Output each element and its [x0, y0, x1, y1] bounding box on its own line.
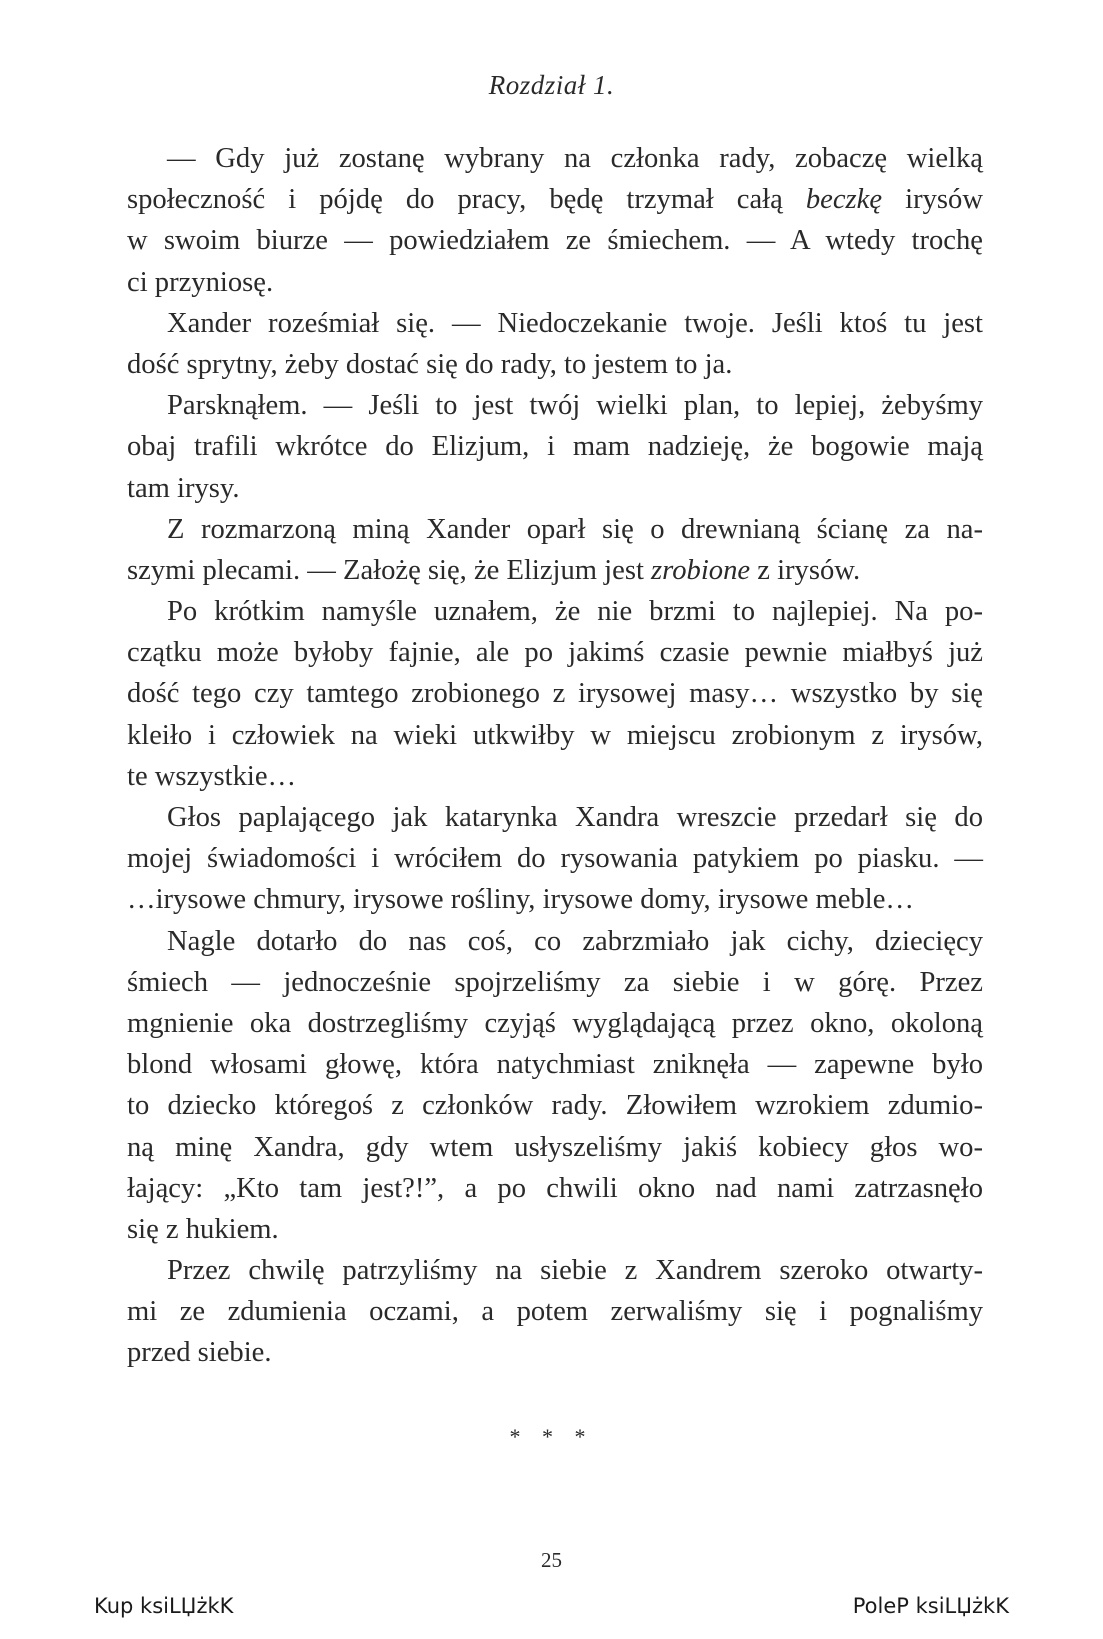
- text-line: blond włosami głowę, która natychmiast zniknęła — zapewne było: [127, 1049, 983, 1081]
- text-segment: społeczność i pójdę do pracy, będę trzymał całą: [127, 184, 806, 216]
- running-head: Rozdział 1.: [488, 70, 615, 100]
- text-line: obaj trafili wkrótce do Elizjum, i mam nadzieję, że bogowie mają: [127, 431, 983, 463]
- buy-book-link[interactable]: Kup ksiLЏżkK: [94, 1594, 234, 1618]
- text-line: dość tego czy tamtego zrobionego z irysowej masy… wszystko by się: [127, 678, 983, 710]
- text-line: Z rozmarzoną miną Xander oparł się o drewnianą ścianę za na-: [167, 513, 983, 545]
- italic-word: zrobione: [651, 554, 751, 586]
- text-line: to dziecko któregoś z członków rady. Złowiłem wzrokiem zdumio-: [127, 1090, 983, 1122]
- text-line: Xander roześmiał się. — Niedoczekanie twoje. Jeśli ktoś tu jest: [167, 307, 983, 339]
- text-line: śmiech — jednocześnie spojrzeliśmy za siebie i w górę. Przez: [127, 966, 983, 998]
- text-line: czątku może byłoby fajnie, ale po jakimś czasie pewnie miałbyś już: [127, 637, 983, 669]
- text-segment: irysów: [882, 184, 983, 216]
- text-line: te wszystkie…: [127, 760, 297, 792]
- text-line: Parsknąłem. — Jeśli to jest twój wielki plan, to lepiej, żebyśmy: [167, 390, 983, 422]
- scene-break: * * *: [509, 1424, 594, 1449]
- text-line: Nagle dotarło do nas coś, co zabrzmiało jak cichy, dziecięcy: [167, 925, 983, 957]
- text-line: ci przyniosę.: [127, 266, 274, 298]
- text-segment: z irysów.: [750, 554, 861, 586]
- text-segment: szymi plecami. — Założę się, że Elizjum jest: [127, 554, 652, 586]
- body-text: [127, 138, 983, 1374]
- text-line: się z hukiem.: [127, 1213, 279, 1245]
- text-line: [127, 550, 983, 591]
- text-line: tam irysy.: [127, 472, 240, 504]
- text-line: przed siebie.: [127, 1337, 272, 1369]
- text-line: — Gdy już zostanę wybrany na członka rady, zobaczę wielką: [167, 143, 983, 174]
- text-line: Głos paplającego jak katarynka Xandra wreszcie przedarł się do: [167, 802, 983, 833]
- text-line: mojej świadomości i wróciłem do rysowania patykiem po piasku. —: [127, 843, 983, 875]
- text-line: mgnienie oka dostrzegliśmy czyjąś wyglądającą przez okno, okoloną: [127, 1007, 983, 1039]
- text-line: Po krótkim namyśle uznałem, że nie brzmi to najlepiej. Na po-: [167, 596, 983, 628]
- text-line: w swoim biurze — powiedziałem ze śmiechem. — A wtedy trochę: [127, 225, 983, 257]
- recommend-book-link[interactable]: PoleP ksiLЏżkK: [852, 1594, 1009, 1618]
- text-line: ną minę Xandra, gdy wtem usłyszeliśmy jakiś kobiecy głos wo-: [127, 1131, 983, 1163]
- text-line: Przez chwilę patrzyliśmy na siebie z Xandrem szeroko otwarty-: [167, 1255, 983, 1287]
- text-line: [127, 179, 983, 220]
- text-line: dość sprytny, żeby dostać się do rady, to jestem to ja.: [127, 348, 733, 380]
- italic-word: beczkę: [805, 184, 883, 216]
- text-line: …irysowe chmury, irysowe rośliny, irysowe domy, irysowe meble…: [127, 884, 914, 916]
- page-number: 25: [541, 1548, 562, 1572]
- text-line: łający: „Kto tam jest?!”, a po chwili okno nad nami zatrzasnęło: [127, 1172, 983, 1204]
- text-line: kleiło i człowiek na wieki utkwiłby w miejscu zrobionym z irysów,: [127, 719, 983, 751]
- text-line: mi ze zdumienia oczami, a potem zerwaliśmy się i pognaliśmy: [127, 1296, 983, 1328]
